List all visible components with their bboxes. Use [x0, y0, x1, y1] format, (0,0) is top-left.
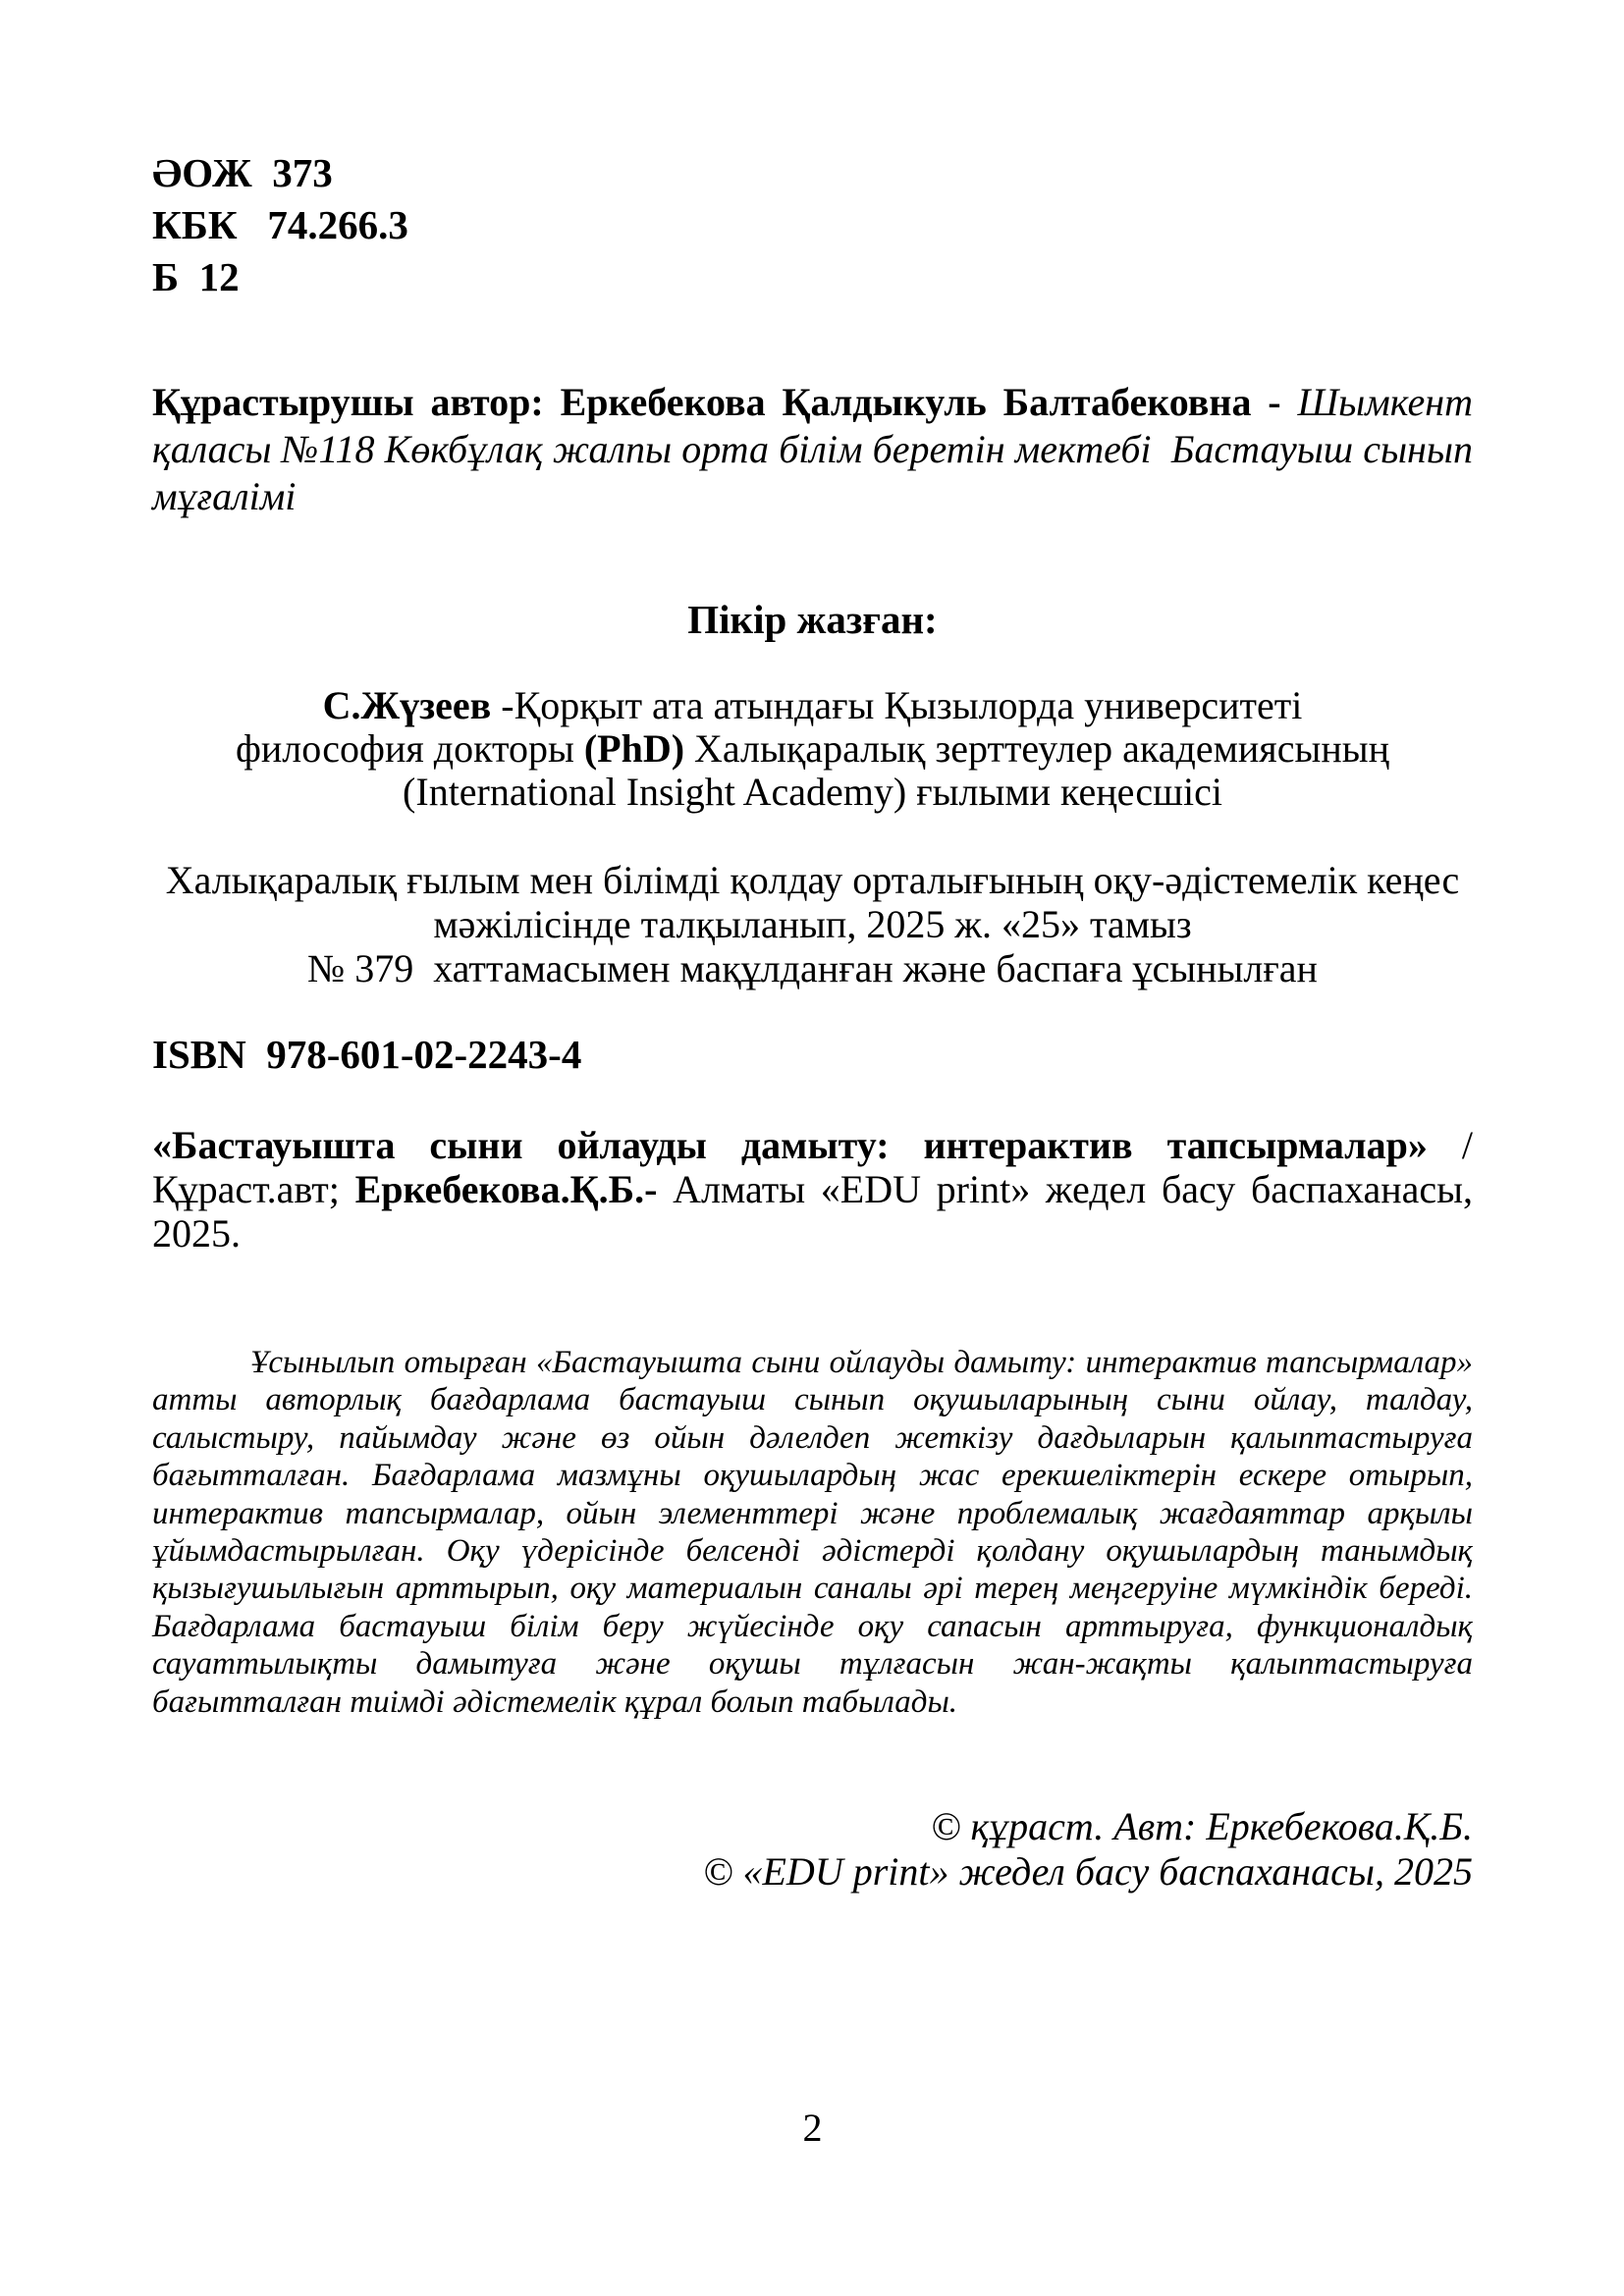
reviewer-name: С.Жүзеев	[322, 683, 502, 727]
publication-line-2	[152, 1167, 1473, 1211]
reviewer-line-2	[152, 727, 1473, 771]
approval-line-1: Халықаралық ғылым мен білімді қолдау орталығының оқу-әдістемелік кеңес	[165, 858, 1460, 902]
reviewer-degree-pre: философия докторы	[235, 726, 584, 771]
author-block	[152, 379, 1473, 520]
approval-block	[152, 858, 1473, 990]
author-name-label: Құрастырушы автор: Еркебекова Қалдыкуль Балтабековна -	[152, 380, 1298, 424]
author-affiliation-start: Шымкент	[1297, 380, 1473, 424]
copyright-block	[152, 1804, 1473, 1895]
author-line-3: мұғалімі	[152, 474, 297, 518]
publication-slash: /	[1427, 1123, 1473, 1167]
publication-line-3: 2025.	[152, 1211, 241, 1255]
reviewer-line-1	[152, 684, 1473, 727]
publication-compiler-name: Еркебекова.Қ.Б.-	[354, 1167, 658, 1211]
annotation-line: сауаттылықты дамытуға және оқушы тұлғасын жан-жақты қалыптастыруға	[152, 1646, 1473, 1682]
approval-line-2: мәжілісінде талқыланып, 2025 ж. «25» тамыз	[433, 902, 1192, 946]
reviewer-degree-post: Халықаралық зерттеулер академиясының	[684, 726, 1390, 771]
copyright-author-line: © құраст. Авт: Еркебекова.Қ.Б.	[931, 1804, 1473, 1848]
udc-code-line: ӘОЖ 373	[152, 150, 333, 195]
annotation-line: Бағдарлама бастауыш білім беру жүйесінде оқу сапасын арттыруға, функционалдық	[152, 1608, 1473, 1644]
author-sign-line: Б 12	[152, 254, 240, 299]
annotation-block	[152, 1344, 1473, 1721]
annotation-line: интерактив тапсырмалар, ойын элементтері және проблемалық жағдаяттар арқылы	[152, 1495, 1473, 1531]
annotation-line: бағытталған. Бағдарлама мазмұны оқушылардың жас ерекшеліктерін ескере отырып,	[152, 1458, 1473, 1494]
reviewer-affiliation: -Қорқыт ата атындағы Қызылорда университеті	[501, 683, 1303, 727]
publication-line-1	[152, 1123, 1473, 1167]
annotation-line: бағытталған тиімді әдістемелік құрал болып табылады.	[152, 1683, 958, 1720]
copyright-publisher-line: © «EDU print» жедел басу баспаханасы, 2025	[703, 1849, 1473, 1894]
page-number: 2	[802, 2106, 823, 2150]
author-line-1	[152, 379, 1473, 426]
reviewer-degree-phd: (PhD)	[583, 726, 685, 771]
annotation-line: Ұсынылып отырған «Бастауышта сыни ойлауды дамыту: интерактив тапсырмалар»	[250, 1345, 1473, 1380]
cataloguing-codes-block	[152, 147, 1473, 303]
publication-block	[152, 1123, 1473, 1255]
annotation-line: қызығушылығын арттырып, оқу материалын саналы әрі терең меңгеруіне мүмкіндік береді.	[152, 1571, 1473, 1607]
annotation-line: атты авторлық бағдарлама бастауыш сынып оқушыларының сыни ойлау, талдау,	[152, 1382, 1473, 1418]
publication-compiler-label: Құраст.авт;	[152, 1167, 355, 1211]
reviewer-block	[152, 684, 1473, 814]
annotation-line: салыстыру, пайымдау және өз ойын дәлелдеп жеткізу дағдыларын қалыптастыруға	[152, 1419, 1473, 1456]
publication-publisher: Алматы «EDU print» жедел басу баспаханасы,	[657, 1167, 1473, 1211]
isbn-line: ISBN 978-601-02-2243-4	[152, 1032, 582, 1077]
author-line-2: қаласы №118 Көкбұлақ жалпы орта білім беретін мектебі Бастауыш сынып	[152, 427, 1473, 471]
annotation-line: ұйымдастырылған. Оқу үдерісінде белсенді әдістерді қолдану оқушылардың танымдық	[152, 1533, 1473, 1570]
reviewer-line-3: (International Insight Academy) ғылыми кеңесшісі	[403, 770, 1222, 814]
bbk-code-line: КБК 74.266.3	[152, 202, 408, 247]
publication-title: «Бастауышта сыни ойлауды дамыту: интерактив тапсырмалар»	[152, 1123, 1428, 1167]
reviewer-heading: Пікір жазған:	[687, 597, 938, 642]
approval-line-3: № 379 хаттамасымен мақұлданған және баспаға ұсынылған	[307, 946, 1318, 990]
